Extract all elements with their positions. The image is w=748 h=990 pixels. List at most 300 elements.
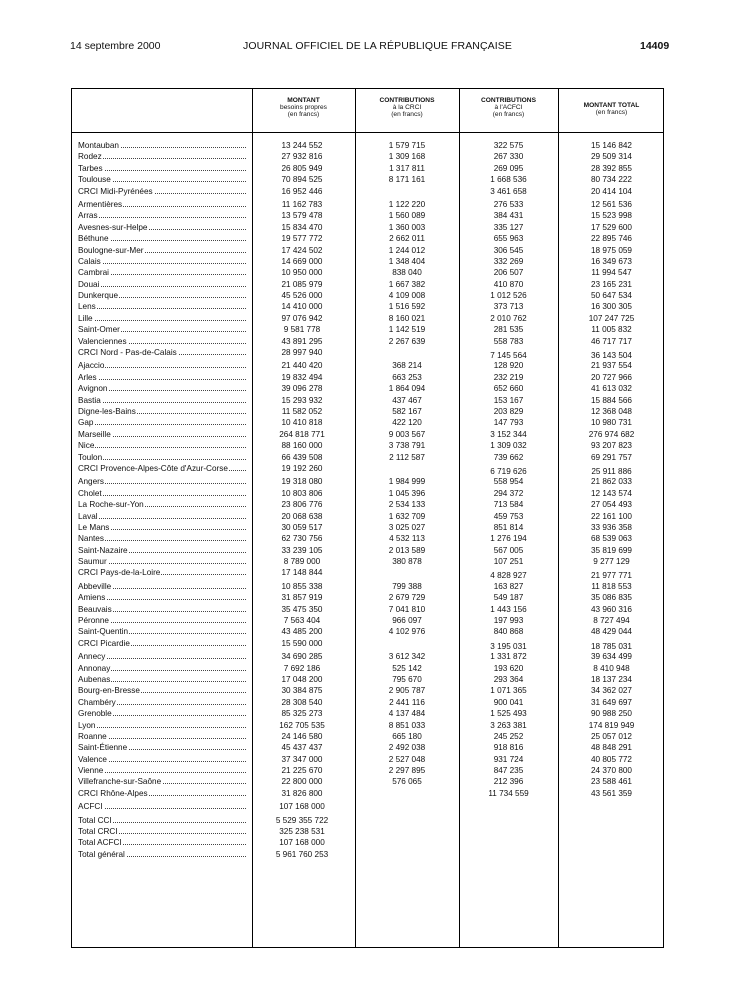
row-name: Saint-Quentin [78, 627, 129, 637]
cell-total: 12 368 048 [591, 406, 632, 416]
cell-besoins: 21 085 979 [281, 279, 323, 289]
cell-besoins: 85 325 273 [281, 709, 323, 719]
table-row [72, 406, 663, 417]
table-row [72, 463, 663, 474]
table-row [72, 440, 663, 451]
row-name: Avignon [78, 384, 108, 394]
cell-besoins: 20 068 638 [281, 511, 323, 521]
cell-acfci: 276 533 [493, 199, 524, 209]
cell-besoins: 16 952 446 [281, 186, 323, 196]
table-row [72, 651, 663, 662]
table-row [72, 301, 663, 312]
row-label [78, 674, 250, 685]
cell-total: 22 161 100 [591, 511, 632, 521]
cell-acfci: 410 870 [493, 279, 524, 289]
row-label [78, 347, 250, 358]
table-row [72, 256, 663, 267]
leader-dots [78, 518, 246, 519]
leader-dots [78, 217, 246, 218]
cell-crci: 576 065 [392, 777, 422, 787]
cell-besoins: 13 244 552 [281, 141, 323, 150]
table-row [72, 336, 663, 347]
row-name: Bastia [78, 395, 101, 405]
cell-total: 9 277 129 [593, 557, 630, 567]
table-row [72, 826, 663, 837]
cell-besoins: 5 961 760 253 [275, 849, 329, 859]
cell-total: 11 994 547 [591, 268, 632, 278]
cell-total: 39 634 499 [591, 652, 632, 662]
row-label [78, 199, 250, 210]
cell-crci: 1 579 715 [388, 141, 426, 150]
cell-besoins: 10 410 818 [281, 418, 323, 428]
cell-crci: 2 441 116 [389, 697, 425, 707]
row-label [78, 511, 250, 522]
column-header-crci: CONTRIBUTIONS à la CRCI (en francs) [379, 97, 435, 119]
row-label [78, 815, 250, 826]
cell-acfci: 4 828 927 [490, 571, 527, 581]
cell-total: 34 362 027 [591, 686, 632, 696]
cell-acfci: 294 372 [493, 488, 524, 498]
row-label [78, 567, 250, 578]
row-label [78, 826, 250, 837]
row-label [78, 651, 250, 662]
row-label [78, 313, 250, 324]
table-row [72, 383, 663, 394]
row-name: Nantes [78, 534, 104, 544]
table-row [72, 151, 663, 162]
cell-besoins: 325 238 531 [279, 827, 325, 837]
row-label [78, 210, 250, 221]
leader-dots [78, 379, 246, 380]
cell-besoins: 11 582 052 [281, 406, 323, 416]
cell-total: 25 911 886 [591, 466, 632, 476]
cell-besoins: 39 096 278 [281, 384, 323, 394]
cell-besoins: 17 148 844 [281, 568, 323, 578]
table-row [72, 360, 663, 371]
cell-besoins: 30 059 517 [281, 522, 323, 532]
leader-dots [78, 320, 246, 321]
row-name: Laval [78, 511, 98, 521]
table-row [72, 452, 663, 463]
cell-crci: 2 679 729 [388, 593, 426, 603]
cell-besoins: 7 692 186 [283, 663, 321, 673]
cell-crci: 3 025 027 [388, 522, 426, 532]
cell-besoins: 66 439 508 [281, 452, 323, 462]
row-name: La Roche-sur-Yon [78, 500, 144, 510]
cell-total: 22 895 746 [591, 234, 632, 244]
cell-total: 11 818 553 [591, 581, 632, 591]
cell-total: 20 414 104 [591, 186, 632, 196]
header-date: 14 septembre 2000 [70, 40, 161, 52]
cell-total: 18 785 031 [591, 641, 632, 651]
table-row [72, 685, 663, 696]
row-label [78, 476, 250, 487]
cell-acfci: 373 713 [493, 302, 524, 312]
cell-besoins: 35 475 350 [281, 604, 323, 614]
table-row [72, 511, 663, 522]
row-name: Amiens [78, 593, 106, 603]
cell-total: 276 974 682 [588, 429, 635, 439]
cell-besoins: 31 857 919 [281, 593, 323, 603]
row-name: Calais [78, 256, 101, 266]
table-row [72, 347, 663, 361]
row-label [78, 186, 250, 197]
table-row [72, 267, 663, 278]
table-row [72, 615, 663, 626]
cell-total: 16 349 673 [591, 256, 632, 266]
row-label [78, 336, 250, 347]
cell-acfci: 558 783 [493, 336, 524, 346]
cell-total: 27 054 493 [591, 500, 632, 510]
row-name: Arras [78, 211, 98, 221]
cell-crci: 4 109 008 [388, 291, 426, 301]
table-row [72, 742, 663, 753]
table-row [72, 765, 663, 776]
table-row [72, 776, 663, 787]
table-row [72, 499, 663, 510]
table-row [72, 849, 663, 860]
cell-acfci: 1 331 872 [490, 652, 527, 662]
cell-acfci: 3 263 381 [490, 720, 527, 730]
cell-crci: 2 267 639 [388, 336, 426, 346]
cell-besoins: 26 805 949 [281, 163, 323, 173]
row-label [78, 638, 250, 649]
cell-crci: 4 532 113 [389, 534, 425, 544]
cell-acfci: 6 719 626 [490, 466, 527, 476]
row-name: Ajaccio [78, 361, 105, 371]
cell-besoins: 13 579 478 [281, 211, 323, 221]
cell-total: 18 137 234 [591, 674, 632, 684]
cell-acfci: 713 584 [493, 500, 524, 510]
cell-besoins: 9 581 778 [283, 325, 321, 335]
cell-total: 48 848 291 [591, 743, 632, 753]
cell-total: 16 300 305 [591, 302, 632, 312]
cell-acfci: 900 041 [493, 697, 524, 707]
cell-acfci: 1 071 365 [490, 686, 527, 696]
row-name: Tarbes [78, 163, 103, 173]
cell-total: 21 862 033 [591, 477, 632, 487]
row-name: CRCI Nord - Pas-de-Calais [78, 348, 177, 358]
cell-acfci: 652 660 [493, 384, 524, 394]
cell-acfci: 384 431 [493, 211, 524, 221]
column-header-besoins: MONTANT besoins propres (en francs) [280, 97, 327, 119]
table-row [72, 815, 663, 826]
row-name: CRCI Midi-Pyrénées [78, 186, 153, 196]
cell-besoins: 88 160 000 [281, 441, 323, 451]
table-row [72, 476, 663, 487]
leader-dots [78, 286, 246, 287]
row-label [78, 417, 250, 428]
row-name: Angers [78, 477, 104, 487]
row-name: Aubenas [78, 674, 111, 684]
cell-crci: 8 160 021 [388, 313, 426, 323]
row-label [78, 731, 250, 742]
table-row [72, 488, 663, 499]
cell-acfci: 193 620 [493, 663, 524, 673]
row-label [78, 429, 250, 440]
table-row [72, 210, 663, 221]
cell-acfci: 567 005 [493, 545, 524, 555]
cell-acfci: 293 364 [493, 674, 524, 684]
table-row [72, 186, 663, 197]
cell-besoins: 15 590 000 [281, 638, 323, 648]
row-label [78, 556, 250, 567]
row-name: Digne-les-Bains [78, 406, 136, 416]
row-name: Boulogne-sur-Mer [78, 245, 144, 255]
cell-crci: 8 851 033 [388, 720, 426, 730]
cell-besoins: 19 832 494 [281, 372, 323, 382]
cell-besoins: 45 526 000 [281, 291, 323, 301]
cell-crci: 1 309 168 [388, 152, 426, 162]
row-name: Dunkerque [78, 291, 119, 301]
table-row [72, 731, 663, 742]
cell-acfci: 232 219 [493, 372, 524, 382]
cell-besoins: 264 818 771 [279, 429, 325, 439]
cell-acfci: 7 145 564 [490, 351, 527, 361]
table-row [72, 788, 663, 799]
row-label [78, 406, 250, 417]
cell-besoins: 45 437 437 [281, 743, 323, 753]
cell-total: 18 975 059 [591, 245, 632, 255]
cell-acfci: 655 963 [493, 234, 524, 244]
table-body [72, 140, 663, 860]
row-name: Avesnes-sur-Helpe [78, 222, 148, 232]
cell-crci: 9 003 567 [388, 429, 426, 439]
row-label [78, 742, 250, 753]
table-row [72, 801, 663, 812]
leader-dots [78, 447, 246, 448]
cell-acfci: 147 793 [493, 418, 524, 428]
row-name: Total général [78, 849, 125, 859]
cell-crci: 8 171 161 [388, 175, 426, 185]
row-name: Chambéry [78, 697, 116, 707]
cell-total: 90 988 250 [591, 709, 632, 719]
column-header-total: MONTANT TOTAL (en francs) [583, 102, 640, 117]
row-label [78, 685, 250, 696]
cell-besoins: 162 705 535 [279, 720, 325, 730]
cell-total: 20 727 966 [591, 372, 632, 382]
cell-crci: 4 137 484 [388, 709, 426, 719]
row-name: Saumur [78, 557, 107, 567]
cell-acfci: 847 235 [493, 766, 524, 776]
cell-besoins: 31 826 800 [281, 788, 323, 798]
row-name: Péronne [78, 616, 109, 626]
table-row [72, 581, 663, 592]
cell-acfci: 1 443 156 [490, 604, 527, 614]
cell-total: 46 717 717 [591, 336, 632, 346]
cell-total: 35 086 835 [591, 593, 632, 603]
cell-crci: 838 040 [392, 268, 422, 278]
cell-crci: 1 667 382 [388, 279, 426, 289]
cell-crci: 1 045 396 [388, 488, 426, 498]
row-name: Valence [78, 754, 107, 764]
row-name: Valenciennes [78, 336, 127, 346]
cell-total: 43 561 359 [591, 788, 632, 798]
cell-crci: 2 527 048 [388, 754, 426, 764]
cell-crci: 1 122 220 [388, 199, 426, 209]
row-name: Annecy [78, 652, 106, 662]
cell-crci: 368 214 [392, 361, 422, 371]
table-row [72, 837, 663, 848]
header-title: JOURNAL OFFICIEL DE LA RÉPUBLIQUE FRANÇAISE [243, 40, 512, 52]
row-label [78, 245, 250, 256]
cell-total: 35 819 699 [591, 545, 632, 555]
cell-acfci: 3 461 658 [490, 186, 527, 196]
row-name: Grenoble [78, 709, 112, 719]
cell-total: 15 523 998 [591, 211, 632, 221]
table-row [72, 533, 663, 544]
row-name: Douai [78, 279, 100, 289]
table-row [72, 545, 663, 556]
cell-total: 11 005 832 [591, 325, 632, 335]
leader-dots [78, 459, 246, 460]
cell-crci: 2 013 589 [388, 545, 426, 555]
row-label [78, 360, 250, 371]
cell-crci: 663 253 [392, 372, 422, 382]
cell-crci: 7 041 810 [388, 604, 426, 614]
row-name: Lyon [78, 720, 96, 730]
table-row [72, 663, 663, 674]
table-row [72, 754, 663, 765]
cell-besoins: 24 146 580 [281, 731, 323, 741]
cell-besoins: 11 162 783 [281, 199, 323, 209]
row-label [78, 604, 250, 615]
row-name: Rodez [78, 152, 102, 162]
row-label [78, 174, 250, 185]
cell-besoins: 21 225 670 [281, 766, 323, 776]
cell-crci: 2 297 895 [388, 766, 426, 776]
cell-besoins: 30 384 875 [281, 686, 323, 696]
cell-acfci: 281 535 [493, 325, 524, 335]
row-label [78, 499, 250, 510]
cell-besoins: 19 577 772 [281, 234, 323, 244]
row-label [78, 697, 250, 708]
cell-total: 93 207 823 [591, 441, 632, 451]
cell-crci: 1 632 709 [388, 511, 426, 521]
table-row [72, 638, 663, 649]
cell-besoins: 7 563 404 [283, 616, 321, 626]
cell-acfci: 739 662 [493, 452, 524, 462]
row-label [78, 776, 250, 787]
cell-total: 40 805 772 [591, 754, 632, 764]
row-name: Gap [78, 418, 94, 428]
table-row [72, 395, 663, 406]
cell-crci: 1 360 003 [388, 222, 426, 232]
cell-crci: 4 102 976 [388, 627, 426, 637]
row-name: CRCI Provence-Alpes-Côte d'Azur-Corse [78, 463, 228, 473]
row-label [78, 440, 250, 451]
cell-acfci: 163 827 [493, 581, 524, 591]
cell-acfci: 1 012 526 [490, 291, 527, 301]
cell-acfci: 2 010 762 [490, 313, 527, 323]
cell-besoins: 37 347 000 [281, 754, 323, 764]
cell-besoins: 10 855 338 [281, 581, 323, 591]
cell-acfci: 459 753 [493, 511, 524, 521]
cell-crci: 3 738 791 [388, 441, 426, 451]
cell-total: 15 884 566 [591, 395, 632, 405]
table-row [72, 720, 663, 731]
row-name: Nice [78, 441, 95, 451]
cell-acfci: 918 816 [493, 743, 524, 753]
cell-crci: 422 120 [392, 418, 422, 428]
cell-besoins: 62 730 756 [281, 534, 323, 544]
cell-total: 50 647 534 [591, 291, 632, 301]
cell-besoins: 14 410 000 [281, 302, 323, 312]
row-name: CRCI Rhône-Alpes [78, 788, 148, 798]
cell-total: 24 370 800 [591, 766, 632, 776]
table-row [72, 626, 663, 637]
row-label [78, 324, 250, 335]
cell-total: 174 819 949 [588, 720, 635, 730]
cell-acfci: 1 276 194 [490, 534, 527, 544]
cell-acfci: 11 734 559 [488, 788, 529, 798]
cell-besoins: 17 048 200 [281, 674, 323, 684]
row-name: Total ACFCI [78, 838, 122, 848]
cell-besoins: 43 485 200 [281, 627, 323, 637]
cell-total: 41 613 032 [591, 384, 632, 394]
row-label [78, 849, 250, 860]
cell-total: 15 146 842 [591, 141, 632, 150]
leader-dots [78, 308, 246, 309]
cell-total: 21 937 554 [591, 361, 632, 371]
row-label [78, 140, 250, 151]
row-name: Armentières [78, 199, 123, 209]
cell-total: 23 165 231 [591, 279, 632, 289]
cell-crci: 1 516 592 [388, 302, 426, 312]
cell-crci: 966 097 [392, 616, 422, 626]
cell-acfci: 558 954 [493, 477, 524, 487]
cell-besoins: 5 529 355 722 [275, 815, 329, 825]
cell-acfci: 197 993 [493, 616, 524, 626]
table-row [72, 697, 663, 708]
row-name: Abbeville [78, 581, 112, 591]
cell-besoins: 21 440 420 [281, 361, 323, 371]
row-label [78, 395, 250, 406]
cell-acfci: 1 668 536 [490, 175, 527, 185]
row-label [78, 522, 250, 533]
cell-total: 107 247 725 [588, 313, 635, 323]
table-row [72, 604, 663, 615]
cell-acfci: 269 095 [493, 163, 524, 173]
cell-total: 12 143 574 [591, 488, 632, 498]
cell-acfci: 335 127 [493, 222, 524, 232]
cell-total: 12 561 536 [591, 199, 632, 209]
row-label [78, 626, 250, 637]
row-label [78, 720, 250, 731]
row-label [78, 663, 250, 674]
table-row [72, 245, 663, 256]
cell-besoins: 97 076 942 [281, 313, 323, 323]
cell-crci: 3 612 342 [388, 652, 426, 662]
page-number: 14409 [640, 40, 670, 52]
row-label [78, 383, 250, 394]
row-label [78, 615, 250, 626]
row-label [78, 533, 250, 544]
cell-total: 29 509 314 [591, 152, 632, 162]
cell-crci: 665 180 [392, 731, 422, 741]
table-row [72, 290, 663, 301]
cell-total: 28 392 855 [591, 163, 632, 173]
row-label [78, 708, 250, 719]
row-label [78, 267, 250, 278]
table-row [72, 556, 663, 567]
cell-total: 25 057 012 [591, 731, 632, 741]
row-label [78, 256, 250, 267]
row-label [78, 151, 250, 162]
table-row [72, 174, 663, 185]
column-header-acfci: CONTRIBUTIONS à l'ACFCI (en francs) [481, 97, 536, 119]
row-name: Lens [78, 302, 96, 312]
